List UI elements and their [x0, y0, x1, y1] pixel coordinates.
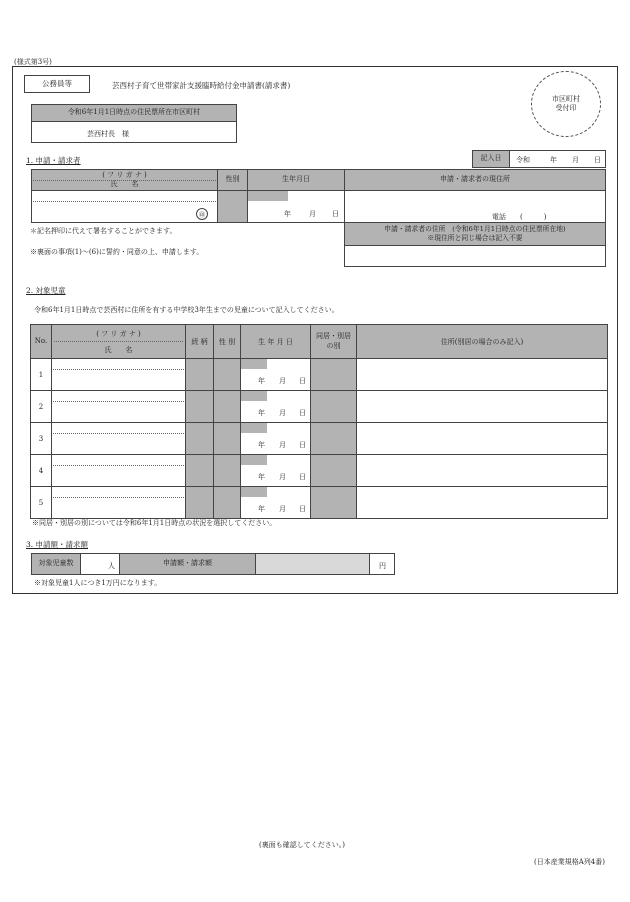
applicant-phone: 電話 ( ) — [492, 213, 547, 221]
stamp-line1: 市区町村 — [552, 94, 580, 103]
applicant-gender-input[interactable] — [217, 190, 248, 223]
entry-date-label: 記入日 — [472, 150, 510, 168]
child-name-input[interactable] — [52, 487, 186, 519]
applicant-address-header: 申請・請求者の現住所 — [344, 169, 606, 191]
applicant-dob-input[interactable] — [247, 190, 345, 223]
municipality-label: 令和6年1月1日時点の住民票所在市区町村 — [31, 104, 237, 122]
child-no: 4 — [31, 455, 52, 487]
col-cohabit-l1: 同居・別居 — [316, 332, 351, 341]
child-dob-day: 日 — [299, 409, 306, 417]
amount-input[interactable] — [255, 553, 370, 575]
amount-unit-box — [369, 553, 395, 575]
child-count-unit: 人 — [108, 562, 115, 570]
child-cohabit-input[interactable] — [311, 391, 357, 423]
municipality-value-box[interactable] — [31, 121, 237, 143]
col-address: 住所(別居の場合のみ記入) — [357, 325, 608, 359]
child-dob-day: 日 — [299, 441, 306, 449]
child-dob-year: 年 — [258, 409, 265, 417]
child-no: 2 — [31, 391, 52, 423]
child-dob-day: 日 — [299, 505, 306, 513]
cohabit-note: ※同居・別居の別については令和6年1月1日時点の状況を選択してください。 — [32, 519, 277, 527]
child-name-input[interactable] — [52, 423, 186, 455]
col-no: No. — [31, 325, 52, 359]
seal-mark-icon: ㊞ — [196, 208, 208, 220]
child-dob-month: 月 — [279, 505, 286, 513]
applicant-name-label: 氏 名 — [110, 180, 139, 188]
entry-month: 月 — [572, 156, 579, 164]
child-dob-month: 月 — [279, 409, 286, 417]
child-relation-input[interactable] — [186, 391, 214, 423]
child-row — [31, 455, 608, 487]
child-gender-input[interactable] — [214, 391, 241, 423]
col-name — [52, 325, 186, 359]
resident-address-header — [344, 222, 606, 246]
child-dob-input[interactable] — [241, 455, 311, 487]
child-gender-input[interactable] — [214, 455, 241, 487]
child-relation-input[interactable] — [186, 455, 214, 487]
municipality-value: 芸西村長 様 — [87, 130, 129, 138]
child-dob-month: 月 — [279, 441, 286, 449]
section2-title: 2. 対象児童 — [26, 286, 66, 295]
col-relation: 続 柄 — [186, 325, 214, 359]
resident-address-note: ※現住所と同じ場合は記入不要 — [427, 234, 523, 242]
child-row — [31, 487, 608, 519]
entry-year: 年 — [550, 156, 557, 164]
child-dob-year: 年 — [258, 505, 265, 513]
applicant-address-input[interactable] — [344, 190, 606, 223]
child-relation-input[interactable] — [186, 359, 214, 391]
child-cohabit-input[interactable] — [311, 455, 357, 487]
section3-title: 3. 申請額・請求額 — [26, 540, 89, 549]
applicant-furigana-label: ( フ リ ガ ナ ) — [102, 170, 147, 179]
col-dob: 生 年 月 日 — [241, 325, 311, 359]
child-dob-input[interactable] — [241, 423, 311, 455]
children-header-row — [31, 325, 608, 359]
child-dob-input[interactable] — [241, 359, 311, 391]
official-label: 公務員等 — [24, 75, 90, 93]
agree-note: ※裏面の事項(1)～(6)に誓約・同意の上、申請します。 — [30, 248, 204, 256]
standard-note: (日本産業規格A列4番) — [534, 858, 605, 866]
applicant-name-input[interactable] — [31, 190, 218, 223]
child-gender-input[interactable] — [214, 423, 241, 455]
back-note: (裏面も確認してください。) — [259, 841, 345, 849]
section2-intro: 令和6年1月1日時点で芸西村に住所を有する中学校3年生までの児童について記入してください。 — [34, 306, 339, 314]
child-address-input[interactable] — [357, 359, 608, 391]
child-dob-input[interactable] — [241, 487, 311, 519]
child-count-input[interactable] — [80, 553, 120, 575]
col-gender: 性 別 — [214, 325, 241, 359]
child-address-input[interactable] — [357, 487, 608, 519]
stamp-line2: 受付印 — [555, 104, 577, 112]
child-dob-month: 月 — [279, 473, 286, 481]
children-table — [30, 324, 608, 519]
child-dob-year: 年 — [258, 473, 265, 481]
entry-day: 日 — [594, 156, 601, 164]
form-title: 芸西村子育て世帯家計支援臨時給付金申請書(請求書) — [112, 81, 291, 90]
child-dob-input[interactable] — [241, 391, 311, 423]
applicant-dob-year: 年 — [284, 210, 291, 218]
sign-note: ＊記名押印に代えて署名することができます。 — [30, 227, 177, 235]
section1-title: 1. 申請・請求者 — [26, 156, 81, 165]
child-name-input[interactable] — [52, 455, 186, 487]
child-dob-year: 年 — [258, 377, 265, 385]
applicant-dob-month: 月 — [309, 210, 316, 218]
entry-date-field[interactable] — [509, 150, 606, 168]
amount-note: ※対象児童1人につき1万円になります。 — [34, 579, 162, 587]
child-cohabit-input[interactable] — [311, 359, 357, 391]
child-address-input[interactable] — [357, 391, 608, 423]
child-dob-month: 月 — [279, 377, 286, 385]
child-no: 1 — [31, 359, 52, 391]
child-address-input[interactable] — [357, 455, 608, 487]
child-dob-year: 年 — [258, 441, 265, 449]
child-no: 5 — [31, 487, 52, 519]
child-dob-day: 日 — [299, 377, 306, 385]
child-row — [31, 423, 608, 455]
applicant-gender-header: 性別 — [217, 169, 248, 191]
child-relation-input[interactable] — [186, 423, 214, 455]
child-gender-input[interactable] — [214, 487, 241, 519]
resident-address-label: 申請・請求者の住所 (令和6年1月1日時点の住民票所在地) — [384, 225, 566, 234]
form-number: (様式第3号) — [14, 58, 52, 66]
reception-stamp-circle — [531, 71, 601, 137]
col-furigana: ( フ リ ガ ナ ) — [96, 329, 141, 338]
child-row — [31, 359, 608, 391]
child-name-input[interactable] — [52, 359, 186, 391]
child-no: 3 — [31, 423, 52, 455]
amount-label: 申請額・請求額 — [119, 553, 256, 575]
child-dob-day: 日 — [299, 473, 306, 481]
child-name-input[interactable] — [52, 391, 186, 423]
col-cohabit-l2: の別 — [326, 341, 341, 350]
child-row — [31, 391, 608, 423]
child-gender-input[interactable] — [214, 359, 241, 391]
col-cohabit — [311, 325, 357, 359]
applicant-dob-day: 日 — [332, 210, 339, 218]
applicant-dob-header: 生年月日 — [247, 169, 345, 191]
child-address-input[interactable] — [357, 423, 608, 455]
amount-unit: 円 — [379, 562, 386, 570]
resident-address-input[interactable] — [344, 245, 606, 267]
child-cohabit-input[interactable] — [311, 423, 357, 455]
child-cohabit-input[interactable] — [311, 487, 357, 519]
entry-era: 令和 — [516, 156, 530, 164]
child-relation-input[interactable] — [186, 487, 214, 519]
col-name-label: 氏 名 — [104, 345, 133, 354]
child-count-label: 対象児童数 — [31, 553, 81, 575]
